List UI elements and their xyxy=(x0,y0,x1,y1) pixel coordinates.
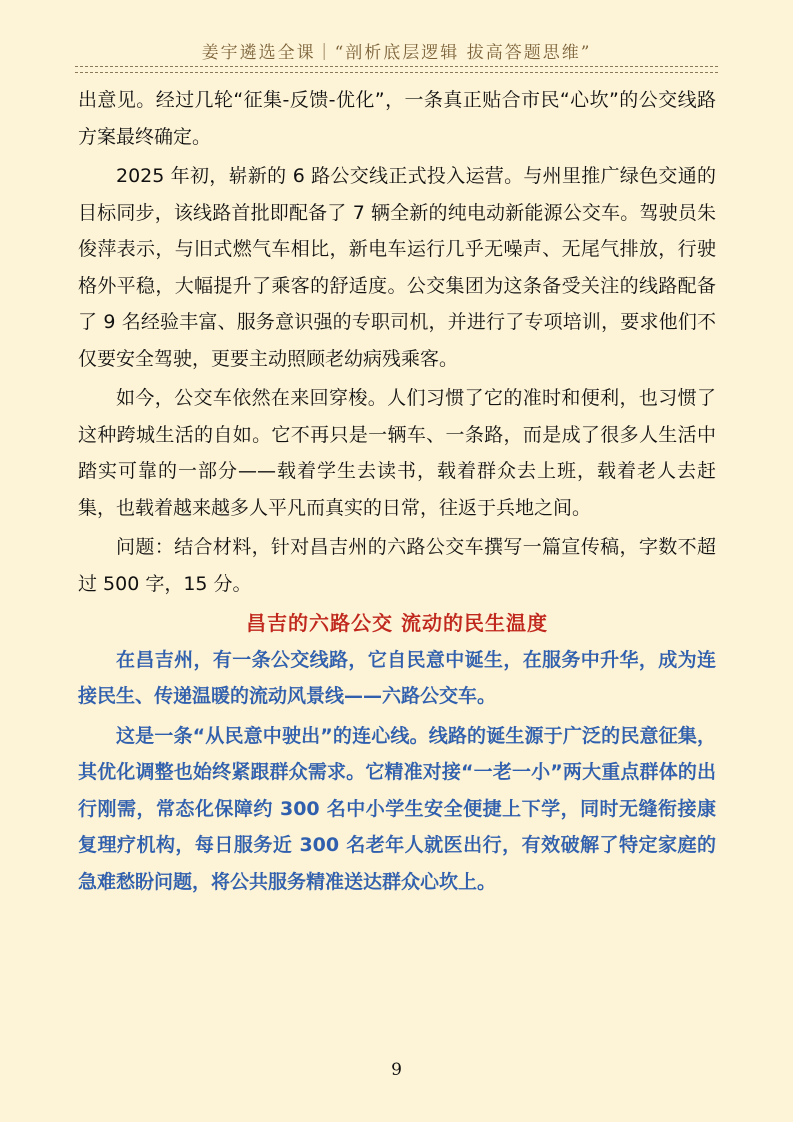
article-paragraph: 这是一条“从民意中驶出”的连心线。线路的诞生源于广泛的民意征集，其优化调整也始终紧跟群众需求。它精准对接“一老一小”两大重点群体的出行刚需，常态化保障约 300 名中小学生安全便捷上下学，同时无缝衔接康复理疗机构，每日服务近 300 名老年人就医出行，有效破解了特定家庭的急难愁盼问题，将公共服务精准送达群众心坎上。 xyxy=(78,724,716,893)
article-paragraph: 在昌吉州，有一条公交线路，它自民意中诞生，在服务中升华，成为连接民生、传递温暖的流动风景线——六路公交车。 xyxy=(78,648,716,707)
question-paragraph: 问题：结合材料，针对昌吉州的六路公交车撰写一篇宣传稿，字数不超过 500 字，15 分。 xyxy=(78,536,716,595)
header-rule xyxy=(75,72,718,73)
page-header xyxy=(0,38,793,63)
body-paragraph: 出意见。经过几轮“征集-反馈-优化”，一条真正贴合市民“心坎”的公交线路方案最终确定。 xyxy=(78,89,716,148)
body-paragraph: 如今，公交车依然在来回穿梭。人们习惯了它的准时和便利，也习惯了这种跨城生活的自如。它不再只是一辆车、一条路，而是成了很多人生活中踏实可靠的一部分——载着学生去读书，载着群众去上班，载着老人去赶集，也载着越来越多人平凡而真实的日常，往返于兵地之间。 xyxy=(78,387,716,519)
header-rule xyxy=(75,66,718,67)
header-title: 姜宇遴选全课｜“剖析底层逻辑 拔高答题思维” xyxy=(201,43,592,63)
page-content xyxy=(78,82,716,900)
article-title: 昌吉的六路公交 流动的民生温度 xyxy=(246,611,548,635)
page-number: 9 xyxy=(391,1060,402,1080)
body-paragraph: 2025 年初，崭新的 6 路公交线正式投入运营。与州里推广绿色交通的目标同步，该线路首批即配备了 7 辆全新的纯电动新能源公交车。驾驶员朱俊萍表示，与旧式燃气车相比，新电车运行几乎无噪声、无尾气排放，行驶格外平稳，大幅提升了乘客的舒适度。公交集团为这条备受关注的线路配备了 9 名经验丰富、服务意识强的专职司机，并进行了专项培训，要求他们不仅要安全驾驶，更要主动照顾老幼病残乘客。 xyxy=(78,165,716,370)
